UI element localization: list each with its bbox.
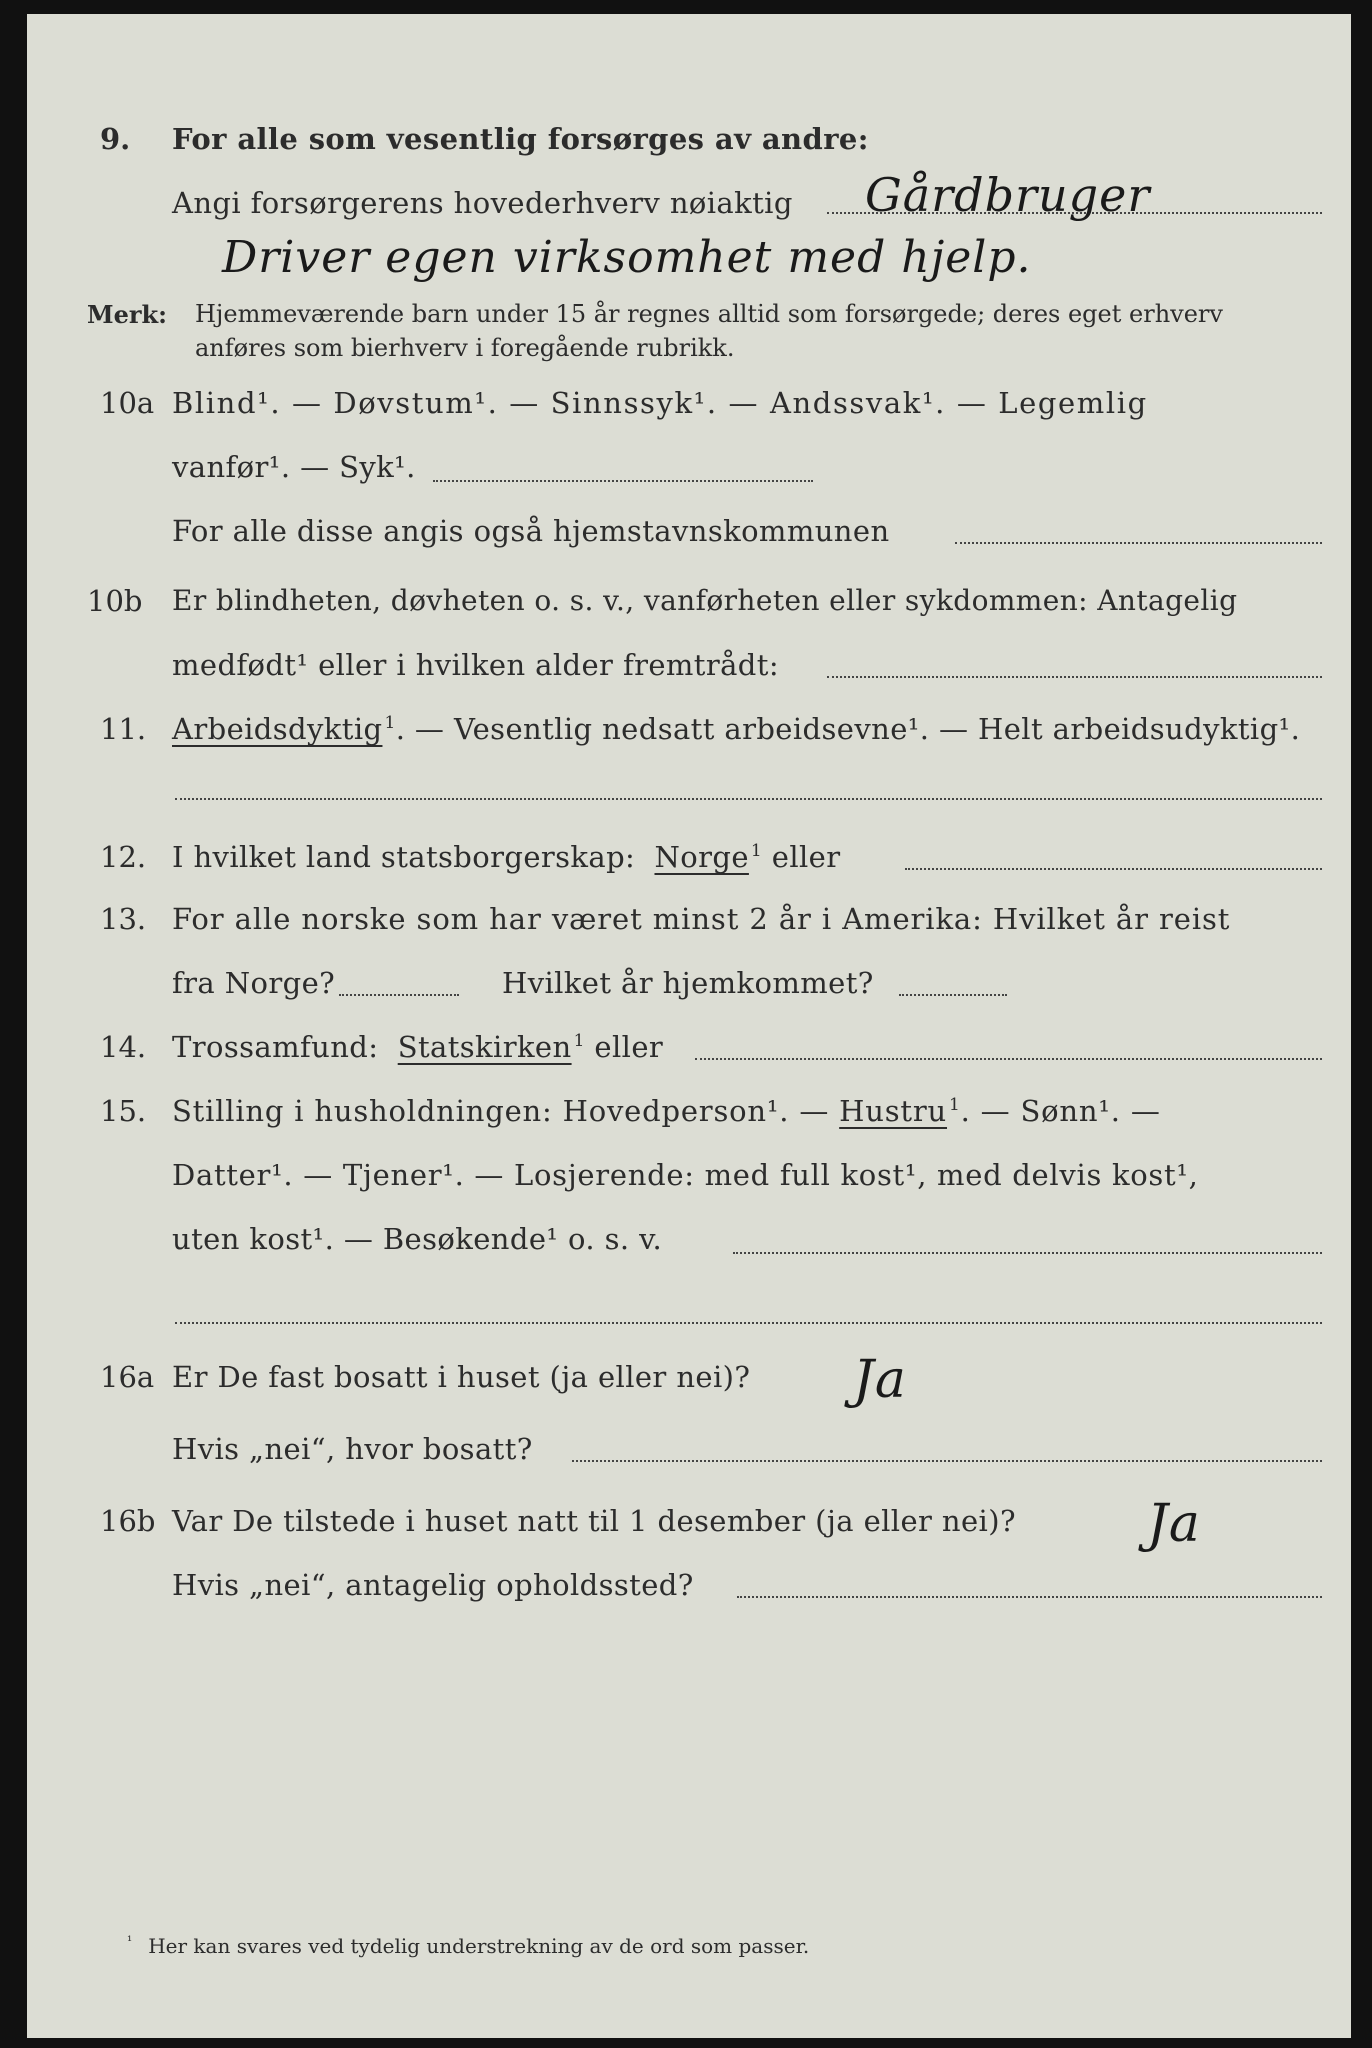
- q16a-number: 16a: [100, 1360, 155, 1394]
- q15-line2: Datter¹. — Tjener¹. — Losjerende: med full kost¹, med delvis kost¹,: [172, 1158, 1199, 1192]
- q16a-line2: Hvis „nei“, hvor bosatt?: [172, 1432, 533, 1466]
- q16a-handwritten-answer: Ja: [853, 1350, 907, 1410]
- footnote: $^{^1}$ Her kan svares ved tydelig understrekning av de ord som passer.: [127, 1934, 810, 1958]
- q10a-line2: vanfør¹. — Syk¹.: [172, 450, 416, 484]
- q16a-line1: Er De fast bosatt i huset (ja eller nei)?: [172, 1360, 751, 1394]
- q14-number: 14.: [100, 1030, 147, 1064]
- census-form-page: [27, 14, 1351, 2038]
- q9-handwritten-answer2: Driver egen virksomhet med hjelp.: [222, 232, 1032, 283]
- q11-rest: . — Vesentlig nedsatt arbeidsevne¹. — Helt arbeidsudyktig¹.: [395, 712, 1301, 746]
- q15-line1: Stilling i husholdningen: Hovedperson¹. — Hustru $^1$. — Sønn¹. —: [172, 1094, 1161, 1128]
- q13-line2b: Hvilket år hjemkommet?: [502, 966, 874, 1000]
- q9-title: For alle som vesentlig forsørges av andre:: [172, 122, 869, 156]
- q9-label: Angi forsørgerens hovederhverv nøiaktig: [172, 186, 793, 220]
- q10b-answer-line: [827, 676, 1322, 678]
- q14-answer-line: [695, 1058, 1322, 1060]
- q15-answer-line: [733, 1252, 1322, 1254]
- q12-number: 12.: [100, 840, 147, 874]
- q13-number: 13.: [100, 902, 147, 936]
- q14-statskirken-underlined: Statskirken: [397, 1030, 572, 1064]
- q16b-answer-line: [737, 1596, 1322, 1598]
- q9-handwritten-answer1: Gårdbruger: [865, 168, 1151, 222]
- q13-reist-line: [339, 994, 459, 996]
- q10b-line2: medfødt¹ eller i hvilken alder fremtrådt:: [172, 648, 779, 682]
- q15-line3: uten kost¹. — Besøkende¹ o. s. v.: [172, 1222, 663, 1256]
- q16b-handwritten-answer: Ja: [1147, 1494, 1201, 1554]
- q16b-line1: Var De tilstede i huset natt til 1 desember (ja eller nei)?: [172, 1504, 1016, 1538]
- q10a-number: 10a: [100, 386, 155, 420]
- q10b-line1: Er blindheten, døvheten o. s. v., vanførheten eller sykdommen: Antagelig: [172, 584, 1238, 617]
- merk-line1: Hjemmeværende barn under 15 år regnes alltid som forsørgede; deres eget erhverv: [195, 300, 1223, 328]
- q10a-kommune-line: [955, 542, 1322, 544]
- q13-line1: For alle norske som har været minst 2 år i Amerika: Hvilket år reist: [172, 902, 1231, 936]
- merk-line2: anføres som bierhverv i foregående rubrikk.: [195, 334, 735, 362]
- q15-hustru-underlined: Hustru: [839, 1094, 948, 1128]
- merk-label: Merk:: [87, 300, 167, 329]
- q9-number: 9.: [100, 122, 131, 156]
- q12-norge-underlined: Norge: [654, 840, 749, 874]
- q11-answer-line: [175, 798, 1322, 800]
- q15-number: 15.: [100, 1094, 147, 1128]
- q11-number: 11.: [100, 712, 147, 746]
- q13-line2a: fra Norge?: [172, 966, 336, 1000]
- q14-text: Trossamfund: Statskirken $^1$ eller: [172, 1030, 664, 1064]
- q10a-syk-line: [433, 480, 813, 482]
- q10a-line1: Blind¹. — Døvstum¹. — Sinnssyk¹. — Andssvak¹. — Legemlig: [172, 386, 1148, 420]
- q13-hjemkommet-line: [899, 994, 1007, 996]
- q12-text: I hvilket land statsborgerskap: Norge $^1$ eller: [172, 840, 841, 874]
- q11-arbeidsdyktig-underlined: Arbeidsdyktig: [172, 712, 383, 746]
- q11-text: Arbeidsdyktig $^1$. — Vesentlig nedsatt arbeidsevne¹. — Helt arbeidsudyktig¹.: [172, 712, 1301, 746]
- q10a-line3: For alle disse angis også hjemstavnskommunen: [172, 514, 890, 548]
- q15-extra-line: [175, 1322, 1322, 1324]
- q16a-answer-line: [572, 1460, 1322, 1462]
- q16b-line2: Hvis „nei“, antagelig opholdssted?: [172, 1568, 694, 1602]
- q16b-number: 16b: [100, 1504, 156, 1538]
- q10b-number: 10b: [87, 584, 143, 618]
- q12-answer-line: [905, 868, 1322, 870]
